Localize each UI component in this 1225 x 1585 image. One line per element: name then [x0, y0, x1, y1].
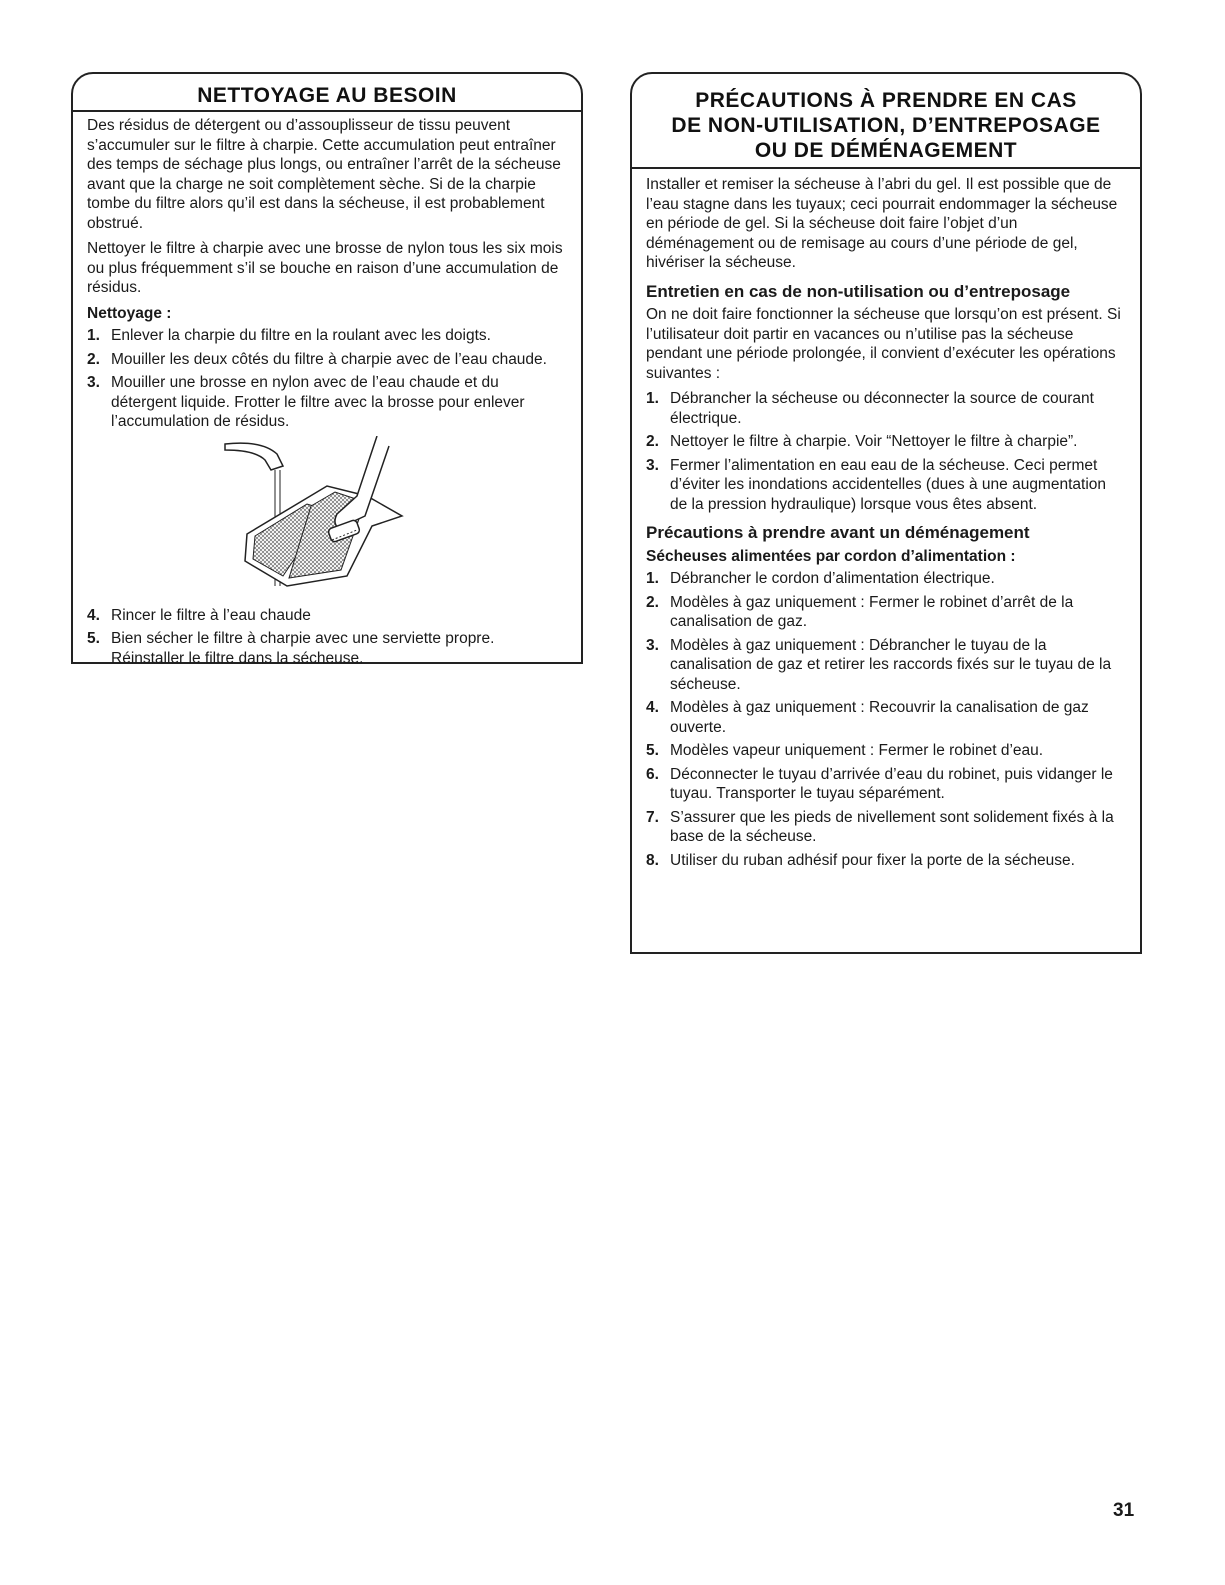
list-item — [87, 629, 567, 668]
title-line-3: OU DE DÉMÉNAGEMENT — [754, 139, 1018, 162]
step-text: Mouiller une brosse en nylon avec de l’eau chaude et du détergent liquide. Frotter le filtre avec la brosse pour enlever l’accumulation de résidus. — [111, 374, 525, 430]
step-text: S’assurer que les pieds de nivellement sont solidement fixés à la base de la sécheuse. — [670, 808, 1114, 845]
step-text: Modèles à gaz uniquement : Fermer le robinet d’arrêt de la canalisation de gaz. — [670, 593, 1074, 630]
step-number: 1. — [646, 390, 659, 407]
storage-intro-text: On ne doit faire fonctionner la sécheuse que lorsqu’on est présent. Si l’utilisateur doit partir en vacances ou n’utilise pas la sécheuse pendant une période prolongée, il convient d’exécuter les opérations suivantes : — [646, 306, 1121, 382]
step-text: Nettoyer le filtre à charpie. Voir “Nettoyer le filtre à charpie”. — [670, 433, 1078, 450]
step-number: 5. — [646, 742, 659, 759]
step-number: 4. — [646, 699, 659, 716]
step-number: 3. — [646, 456, 659, 474]
step-text: Débrancher le cordon d’alimentation électrique. — [670, 570, 995, 587]
list-item — [646, 765, 1126, 804]
storage-moving-section-body — [632, 169, 1140, 870]
list-item — [646, 698, 1126, 737]
step-text: Utiliser du ruban adhésif pour fixer la porte de la sécheuse. — [670, 851, 1075, 869]
step-number: 6. — [646, 765, 659, 783]
step-number: 5. — [87, 630, 100, 647]
step-text: Débrancher la sécheuse ou déconnecter la source de courant électrique. — [670, 390, 1094, 427]
list-item — [646, 636, 1126, 695]
step-text: Mouiller les deux côtés du filtre à charpie avec de l’eau chaude. — [111, 350, 547, 368]
storage-intro: Installer et remiser la sécheuse à l’abri du gel. Il est possible que de l’eau stagne dans les tuyaux; ceci pourrait endommager la sécheuse en période de gel. Si la sécheuse doit faire l’objet d’un déménagement ou de remisage au cours d’une période de gel, hivériser la sécheuse. — [646, 176, 1118, 271]
list-item — [87, 350, 567, 370]
step-text: Bien sécher le filtre à charpie avec une serviette propre. Réinstaller le filtre dans la sécheuse. — [111, 630, 495, 667]
moving-heading: Précautions à prendre avant un déménagement — [646, 523, 1030, 542]
cleaning-steps-list-continued — [87, 606, 567, 669]
step-text: Rincer le filtre à l’eau chaude — [111, 606, 311, 624]
step-number: 7. — [646, 808, 659, 826]
moving-subheading: Sécheuses alimentées par cordon d’alimentation : — [646, 547, 1016, 565]
list-item — [646, 593, 1126, 632]
storage-moving-section-title — [632, 74, 1140, 169]
list-item — [646, 808, 1126, 847]
storage-steps-list — [646, 389, 1126, 514]
cleaning-section-title: NETTOYAGE AU BESOIN — [73, 74, 581, 112]
step-number: 1. — [646, 570, 659, 587]
list-item — [646, 389, 1126, 428]
step-number: 2. — [646, 593, 659, 611]
step-number: 1. — [87, 327, 100, 344]
step-number: 4. — [87, 606, 100, 624]
list-item — [87, 373, 567, 432]
step-number: 8. — [646, 851, 659, 869]
step-text: Fermer l’alimentation en eau eau de la sécheuse. Ceci permet d’éviter les inondations accidentelles (dues à une augmentation de la pression hydraulique) lorsque vous êtes absent. — [670, 456, 1107, 513]
step-number: 2. — [646, 433, 659, 450]
lint-filter-brush-illustration — [87, 436, 567, 604]
cleaning-section-body — [73, 112, 581, 668]
moving-steps-list — [646, 569, 1126, 870]
title-line-2: DE NON-UTILISATION, D’ENTREPOSAGE — [671, 114, 1101, 137]
cleaning-steps-list — [87, 326, 567, 432]
list-item — [646, 569, 1126, 589]
step-text: Modèles à gaz uniquement : Débrancher le tuyau de la canalisation de gaz et retirer les raccords fixés sur le tuyau de la sécheuse. — [670, 636, 1112, 693]
list-item — [87, 606, 567, 626]
list-item — [87, 326, 567, 346]
step-text: Modèles vapeur uniquement : Fermer le robinet d’eau. — [670, 742, 1044, 759]
cleaning-intro: Des résidus de détergent ou d’assouplisseur de tissu peuvent s’accumuler sur le filtre à charpie. Cette accumulation peut entraîner des temps de séchage plus longs, ou entraîner l’arrêt de la sécheuse avant que la charge ne soit complètement sèche. Si de la charpie tombe du filtre alors qu’il est dans la sécheuse, il est probablement obstrué. — [87, 117, 561, 232]
step-number: 3. — [646, 636, 659, 654]
step-number: 2. — [87, 350, 100, 368]
step-text: Déconnecter le tuyau d’arrivée d’eau du robinet, puis vidanger le tuyau. Transporter le tuyau séparément. — [670, 765, 1113, 802]
list-item — [646, 741, 1126, 761]
page-number: 31 — [1113, 1500, 1135, 1521]
storage-moving-section — [630, 72, 1142, 954]
list-item — [646, 851, 1126, 871]
cleaning-subheading: Nettoyage : — [87, 304, 172, 322]
list-item — [646, 432, 1126, 452]
step-text: Modèles à gaz uniquement : Recouvrir la canalisation de gaz ouverte. — [670, 699, 1089, 736]
title-line-1: PRÉCAUTIONS À PRENDRE EN CAS — [695, 89, 1077, 112]
step-number: 3. — [87, 374, 100, 391]
cleaning-section — [71, 72, 583, 667]
storage-heading: Entretien en cas de non-utilisation ou d’entreposage — [646, 281, 1071, 301]
step-text: Enlever la charpie du filtre en la roulant avec les doigts. — [111, 327, 491, 344]
list-item — [646, 456, 1126, 515]
cleaning-intro-2: Nettoyer le filtre à charpie avec une brosse de nylon tous les six mois ou plus fréquemment s’il se bouche en raison d’une accumulation de résidus. — [87, 240, 563, 296]
